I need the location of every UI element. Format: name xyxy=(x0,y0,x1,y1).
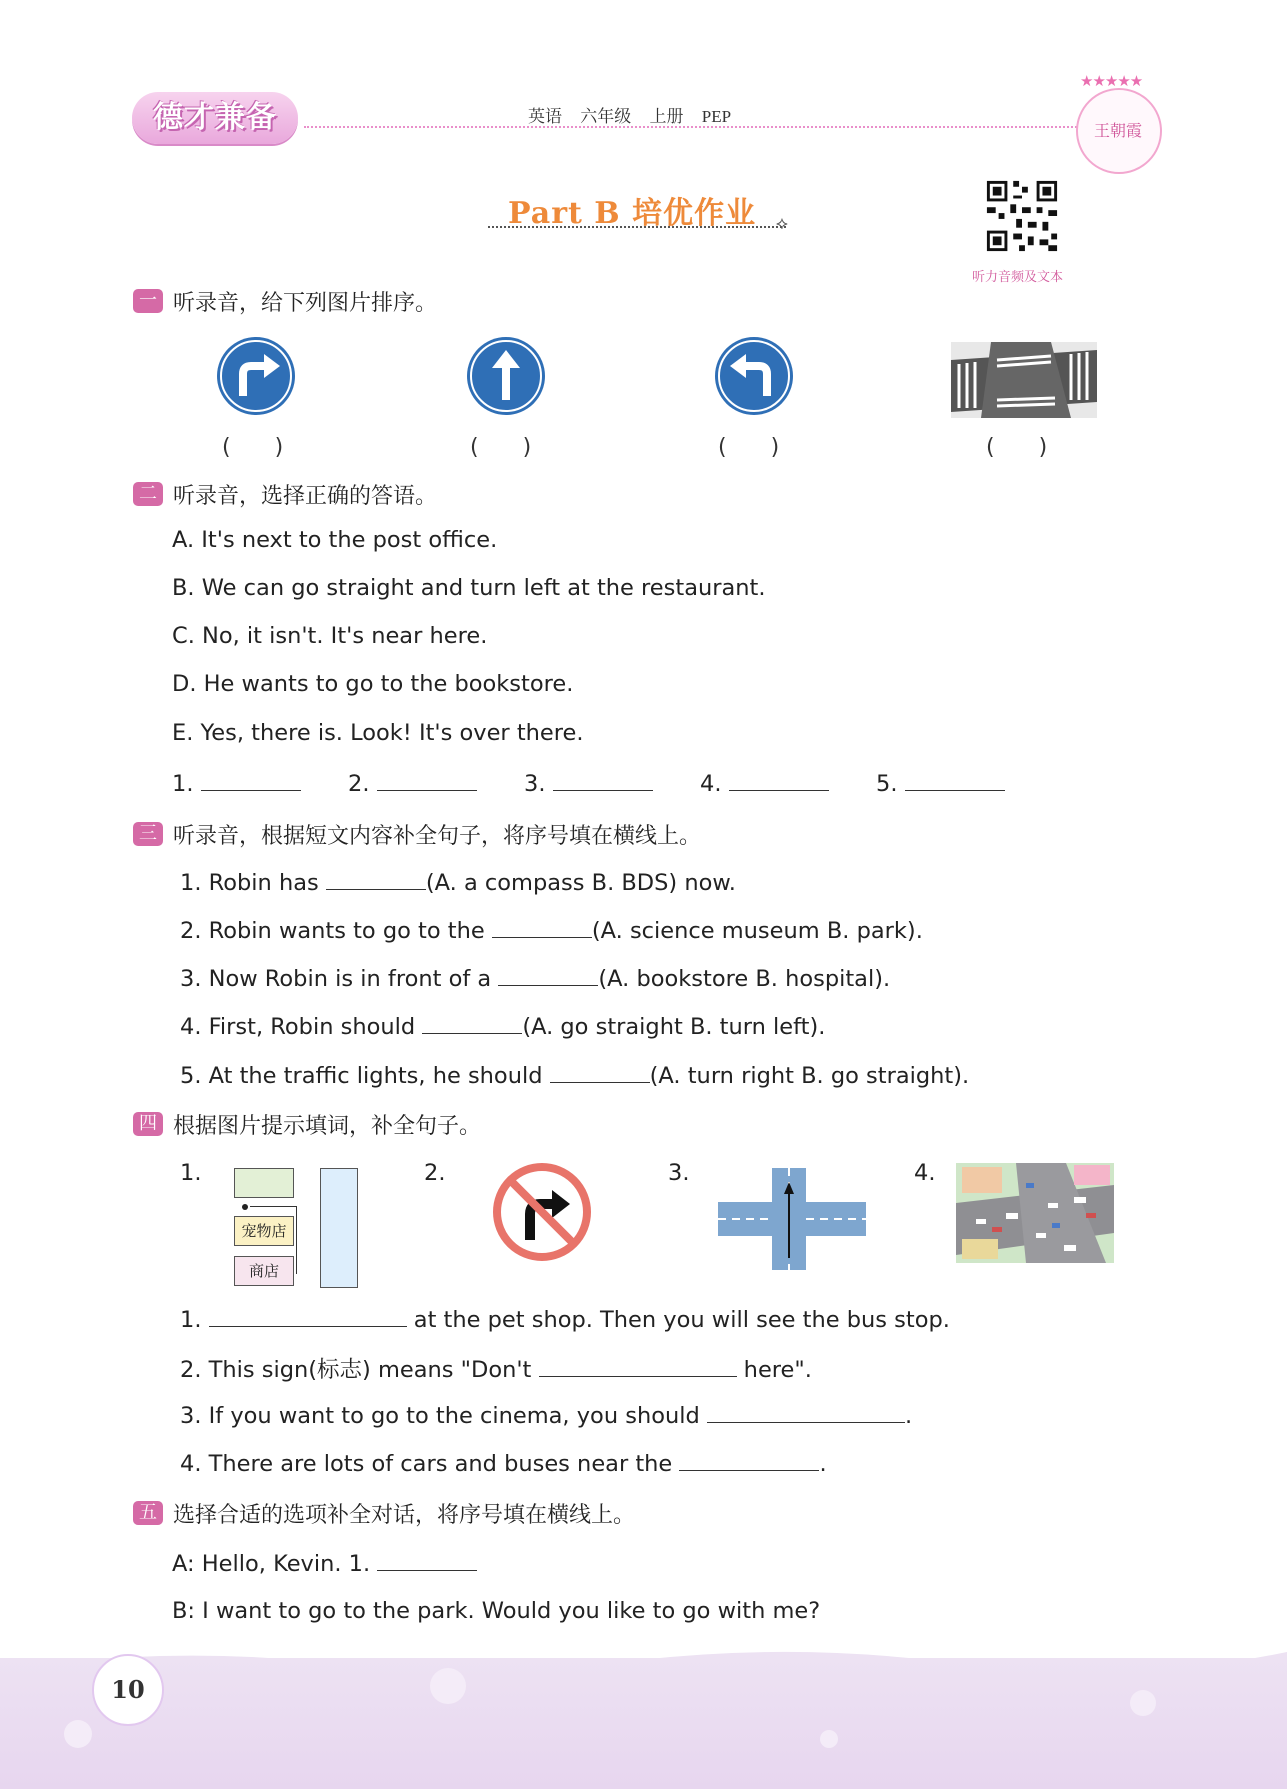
star-icon: ★★★★★ xyxy=(1080,72,1143,90)
option-e: E. Yes, there is. Look! It's over there. xyxy=(172,720,584,746)
picture-number: 4. xyxy=(914,1160,936,1186)
sentence-text: 2. Robin wants to go to the xyxy=(180,918,492,944)
fill-sentence xyxy=(180,963,890,992)
crossroads-icon xyxy=(951,342,1097,418)
sentence-options: (A. bookstore B. hospital). xyxy=(598,966,891,992)
answer-blank[interactable] xyxy=(498,963,598,986)
answer-blank-row xyxy=(524,768,653,797)
decor-bubble xyxy=(430,1668,466,1704)
route-line xyxy=(250,1206,296,1207)
dialogue-text: A: Hello, Kevin. 1. xyxy=(172,1551,378,1577)
answer-number: 3. xyxy=(524,771,546,797)
sentence-text: 4. There are lots of cars and buses near the xyxy=(180,1451,680,1477)
answer-paren[interactable]: ( ) xyxy=(470,435,532,460)
answer-blank[interactable] xyxy=(377,1548,477,1571)
answer-blank-row xyxy=(700,768,829,797)
sentence-text: here". xyxy=(736,1357,812,1383)
answer-blank[interactable] xyxy=(679,1448,819,1471)
title-underline xyxy=(488,226,786,228)
go-straight-sign-icon xyxy=(466,336,546,416)
sentence-text: 4. First, Robin should xyxy=(180,1014,423,1040)
qr-code-icon[interactable] xyxy=(983,178,1061,254)
author-badge-text: 王朝霞 xyxy=(1093,121,1142,140)
turn-left-sign-icon xyxy=(714,336,794,416)
fill-sentence xyxy=(180,915,923,944)
answer-paren[interactable]: ( ) xyxy=(222,435,284,460)
section-1-title: 听录音，给下列图片排序。 xyxy=(173,291,438,316)
footer-band xyxy=(0,1658,1287,1789)
page-number: 10 xyxy=(92,1654,164,1726)
answer-blank[interactable] xyxy=(539,1354,737,1377)
section-5-badge: 五 xyxy=(133,1501,163,1525)
decor-bubble xyxy=(820,1730,838,1748)
option-c: C. No, it isn't. It's near here. xyxy=(172,623,488,649)
answer-paren[interactable]: ( ) xyxy=(986,435,1048,460)
sentence-text: 1. Robin has xyxy=(180,870,326,896)
option-a: A. It's next to the post office. xyxy=(172,527,498,553)
route-line xyxy=(296,1206,297,1274)
fill-sentence xyxy=(180,1352,812,1384)
section-5-title: 选择合适的选项补全对话，将序号填在横线上。 xyxy=(173,1503,636,1528)
answer-blank[interactable] xyxy=(707,1400,905,1423)
sentence-text: . xyxy=(819,1451,827,1477)
picture-number: 3. xyxy=(668,1160,690,1186)
turn-right-sign-icon xyxy=(216,336,296,416)
fill-sentence xyxy=(180,1060,969,1089)
option-b: B. We can go straight and turn left at the restaurant. xyxy=(172,575,766,601)
section-3-badge: 三 xyxy=(133,822,163,846)
brand-logo-text: 德才兼备 xyxy=(153,100,277,135)
fill-sentence xyxy=(180,1011,825,1040)
answer-blank[interactable] xyxy=(209,1304,407,1327)
answer-blank[interactable] xyxy=(492,915,592,938)
sentence-text: 5. At the traffic lights, he should xyxy=(180,1063,550,1089)
sentence-text: . xyxy=(904,1403,913,1429)
dialogue-line xyxy=(172,1548,477,1577)
answer-blank[interactable] xyxy=(550,1060,650,1083)
fish-icon: ⟡ xyxy=(776,213,788,234)
qr-label: 听力音频及文本 xyxy=(972,270,1064,285)
subject-line: 英语 六年级 上册 PEP xyxy=(528,107,732,126)
sentence-text: 3. Now Robin is in front of a xyxy=(180,966,499,992)
answer-blank-row xyxy=(172,768,301,797)
picture-number: 2. xyxy=(424,1160,446,1186)
answer-blank-row xyxy=(876,768,1005,797)
decor-bubble xyxy=(64,1720,92,1748)
answer-blank[interactable] xyxy=(553,768,653,791)
sentence-text: 1. xyxy=(180,1307,209,1333)
fill-sentence xyxy=(180,1400,912,1429)
street-map xyxy=(230,1166,360,1290)
sentence-options: (A. turn right B. go straight). xyxy=(649,1063,970,1089)
bus-stop-block xyxy=(234,1168,294,1198)
fill-sentence xyxy=(180,1304,950,1333)
sentence-text: 3. If you want to go to the cinema, you should xyxy=(180,1403,707,1429)
fill-sentence xyxy=(180,867,736,896)
answer-blank[interactable] xyxy=(422,1011,522,1034)
shop-label: 商店 xyxy=(234,1256,294,1286)
fill-sentence xyxy=(180,1448,827,1477)
location-dot-icon xyxy=(242,1204,248,1210)
sentence-options: (A. science museum B. park). xyxy=(591,918,923,944)
answer-blank[interactable] xyxy=(326,867,426,890)
brand-logo xyxy=(132,92,298,144)
answer-number: 2. xyxy=(348,771,370,797)
busy-crossroads-icon xyxy=(956,1163,1114,1263)
section-1-badge: 一 xyxy=(133,289,163,313)
sentence-text: 2. This sign(标志) means "Don't xyxy=(180,1357,539,1383)
section-4-badge: 四 xyxy=(133,1112,163,1136)
road-block xyxy=(320,1168,358,1288)
no-right-turn-sign-icon xyxy=(492,1162,592,1262)
answer-number: 4. xyxy=(700,771,722,797)
dialogue-text: B: I want to go to the park. Would you like to go with me? xyxy=(172,1598,821,1624)
section-2-title: 听录音，选择正确的答语。 xyxy=(173,484,438,509)
page-title: Part B 培优作业 xyxy=(508,196,757,231)
dialogue-line xyxy=(172,1598,820,1624)
answer-number: 5. xyxy=(876,771,898,797)
pet-shop-label: 宠物店 xyxy=(234,1216,294,1246)
picture-number: 1. xyxy=(180,1160,202,1186)
decor-bubble xyxy=(1130,1690,1156,1716)
section-3-title: 听录音，根据短文内容补全句子，将序号填在横线上。 xyxy=(173,824,702,849)
crossroad-straight-icon xyxy=(718,1168,866,1270)
sentence-text: at the pet shop. Then you will see the bus stop. xyxy=(406,1307,950,1333)
sentence-options: (A. go straight B. turn left). xyxy=(522,1014,826,1040)
answer-number: 1. xyxy=(172,771,194,797)
answer-blank[interactable] xyxy=(729,768,829,791)
option-d: D. He wants to go to the bookstore. xyxy=(172,671,574,697)
section-2-badge: 二 xyxy=(133,482,163,506)
answer-blank-row xyxy=(348,768,477,797)
answer-blank[interactable] xyxy=(201,768,301,791)
answer-paren[interactable]: ( ) xyxy=(718,435,780,460)
answer-blank[interactable] xyxy=(905,768,1005,791)
answer-blank[interactable] xyxy=(377,768,477,791)
section-4-title: 根据图片提示填词，补全句子。 xyxy=(173,1114,482,1139)
sentence-options: (A. a compass B. BDS) now. xyxy=(425,870,736,896)
